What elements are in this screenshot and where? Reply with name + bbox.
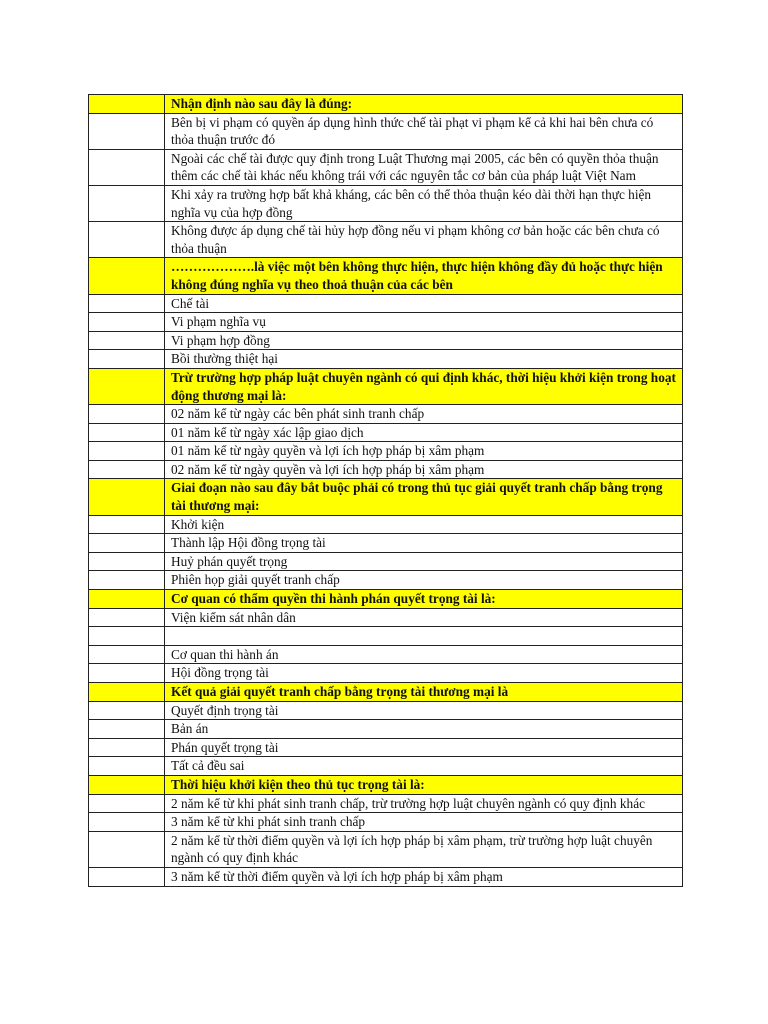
- marker-cell: [89, 627, 165, 646]
- quiz-document: [88, 94, 682, 887]
- answer-row: [89, 534, 683, 553]
- answer-row: [89, 645, 683, 664]
- question-text: ……………….là việc một bên không thực hiện, thực hiện không đầy đủ hoặc thực hiện không đúng nghĩa vụ theo thoả thuận của các bên: [165, 258, 683, 294]
- answer-row: [89, 608, 683, 627]
- answer-row: [89, 222, 683, 258]
- marker-cell: [89, 664, 165, 683]
- empty-cell: [165, 627, 683, 646]
- answer-text: 3 năm kể từ thời điểm quyền và lợi ích hợp pháp bị xâm phạm: [165, 867, 683, 886]
- answer-row: [89, 423, 683, 442]
- answer-row: [89, 294, 683, 313]
- answer-row: [89, 757, 683, 776]
- marker-cell: [89, 534, 165, 553]
- question-row: [89, 590, 683, 609]
- marker-cell: [89, 95, 165, 114]
- marker-cell: [89, 331, 165, 350]
- answer-row: [89, 350, 683, 369]
- answer-row: [89, 831, 683, 867]
- answer-text: 01 năm kể từ ngày xác lập giao dịch: [165, 423, 683, 442]
- marker-cell: [89, 775, 165, 794]
- answer-row: [89, 738, 683, 757]
- marker-cell: [89, 552, 165, 571]
- answer-text: 3 năm kể từ khi phát sinh tranh chấp: [165, 813, 683, 832]
- marker-cell: [89, 313, 165, 332]
- marker-cell: [89, 294, 165, 313]
- marker-cell: [89, 645, 165, 664]
- question-text: Trừ trường hợp pháp luật chuyên ngành có qui định khác, thời hiệu khởi kiện trong hoạt động thương mại là:: [165, 368, 683, 404]
- marker-cell: [89, 701, 165, 720]
- answer-row: [89, 331, 683, 350]
- marker-cell: [89, 479, 165, 515]
- marker-cell: [89, 867, 165, 886]
- answer-text: Tất cả đều sai: [165, 757, 683, 776]
- answer-text: Hội đồng trọng tài: [165, 664, 683, 683]
- marker-cell: [89, 590, 165, 609]
- answer-text: Cơ quan thi hành án: [165, 645, 683, 664]
- marker-cell: [89, 258, 165, 294]
- marker-cell: [89, 460, 165, 479]
- question-row: [89, 775, 683, 794]
- marker-cell: [89, 442, 165, 461]
- answer-text: 2 năm kể từ thời điểm quyền và lợi ích hợp pháp bị xâm phạm, trừ trường hợp luật chuyên ngành có quy định khác: [165, 831, 683, 867]
- question-text: Nhận định nào sau đây là đúng:: [165, 95, 683, 114]
- marker-cell: [89, 571, 165, 590]
- quiz-table: [88, 94, 683, 887]
- question-text: Kết quả giải quyết tranh chấp bằng trọng tài thương mại là: [165, 683, 683, 702]
- answer-row: [89, 405, 683, 424]
- answer-text: Viện kiểm sát nhân dân: [165, 608, 683, 627]
- answer-text: Huỷ phán quyết trọng: [165, 552, 683, 571]
- marker-cell: [89, 794, 165, 813]
- question-text: Giai đoạn nào sau đây bắt buộc phải có trong thủ tục giải quyết tranh chấp bằng trọng tài thương mại:: [165, 479, 683, 515]
- question-text: Thời hiệu khởi kiện theo thủ tục trọng tài là:: [165, 775, 683, 794]
- answer-row: [89, 149, 683, 185]
- answer-text: Phán quyết trọng tài: [165, 738, 683, 757]
- answer-text: Không được áp dụng chế tài hủy hợp đồng nếu vi phạm không cơ bản hoặc các bên chưa có thỏa thuận: [165, 222, 683, 258]
- question-row: [89, 368, 683, 404]
- answer-row: [89, 571, 683, 590]
- marker-cell: [89, 149, 165, 185]
- marker-cell: [89, 113, 165, 149]
- marker-cell: [89, 683, 165, 702]
- marker-cell: [89, 350, 165, 369]
- answer-text: Vi phạm hợp đồng: [165, 331, 683, 350]
- marker-cell: [89, 423, 165, 442]
- question-row: [89, 479, 683, 515]
- answer-text: 02 năm kể từ ngày các bên phát sinh tranh chấp: [165, 405, 683, 424]
- question-row: [89, 258, 683, 294]
- marker-cell: [89, 720, 165, 739]
- question-text: Cơ quan có thẩm quyền thi hành phán quyết trọng tài là:: [165, 590, 683, 609]
- answer-row: [89, 460, 683, 479]
- answer-text: Vi phạm nghĩa vụ: [165, 313, 683, 332]
- marker-cell: [89, 368, 165, 404]
- answer-text: Phiên họp giải quyết tranh chấp: [165, 571, 683, 590]
- answer-text: Ngoài các chế tài được quy định trong Luật Thương mại 2005, các bên có quyền thỏa thuận thêm các chế tài khác nếu không trái với các nguyên tắc cơ bản của pháp luật Việt Nam: [165, 149, 683, 185]
- answer-text: Chế tài: [165, 294, 683, 313]
- answer-row: [89, 664, 683, 683]
- answer-text: Bên bị vi phạm có quyền áp dụng hình thức chế tài phạt vi phạm kể cả khi hai bên chưa có thỏa thuận trước đó: [165, 113, 683, 149]
- marker-cell: [89, 757, 165, 776]
- answer-text: 02 năm kể từ ngày quyền và lợi ích hợp pháp bị xâm phạm: [165, 460, 683, 479]
- marker-cell: [89, 608, 165, 627]
- answer-row: [89, 113, 683, 149]
- marker-cell: [89, 405, 165, 424]
- answer-row: [89, 552, 683, 571]
- marker-cell: [89, 831, 165, 867]
- answer-text: 01 năm kể từ ngày quyền và lợi ích hợp pháp bị xâm phạm: [165, 442, 683, 461]
- marker-cell: [89, 738, 165, 757]
- question-row: [89, 683, 683, 702]
- answer-text: Quyết định trọng tài: [165, 701, 683, 720]
- empty-row: [89, 627, 683, 646]
- answer-row: [89, 515, 683, 534]
- answer-text: Khởi kiện: [165, 515, 683, 534]
- quiz-table-body: [89, 95, 683, 887]
- answer-text: Thành lập Hội đồng trọng tài: [165, 534, 683, 553]
- answer-row: [89, 313, 683, 332]
- answer-text: Bồi thường thiệt hại: [165, 350, 683, 369]
- marker-cell: [89, 515, 165, 534]
- question-row: [89, 95, 683, 114]
- answer-row: [89, 867, 683, 886]
- answer-row: [89, 720, 683, 739]
- answer-row: [89, 701, 683, 720]
- answer-row: [89, 794, 683, 813]
- marker-cell: [89, 185, 165, 221]
- answer-text: 2 năm kể từ khi phát sinh tranh chấp, trừ trường hợp luật chuyên ngành có quy định khác: [165, 794, 683, 813]
- marker-cell: [89, 813, 165, 832]
- answer-row: [89, 185, 683, 221]
- marker-cell: [89, 222, 165, 258]
- answer-text: Bản án: [165, 720, 683, 739]
- answer-row: [89, 442, 683, 461]
- answer-text: Khi xảy ra trường hợp bất khả kháng, các bên có thể thỏa thuận kéo dài thời hạn thực hiện nghĩa vụ của hợp đồng: [165, 185, 683, 221]
- answer-row: [89, 813, 683, 832]
